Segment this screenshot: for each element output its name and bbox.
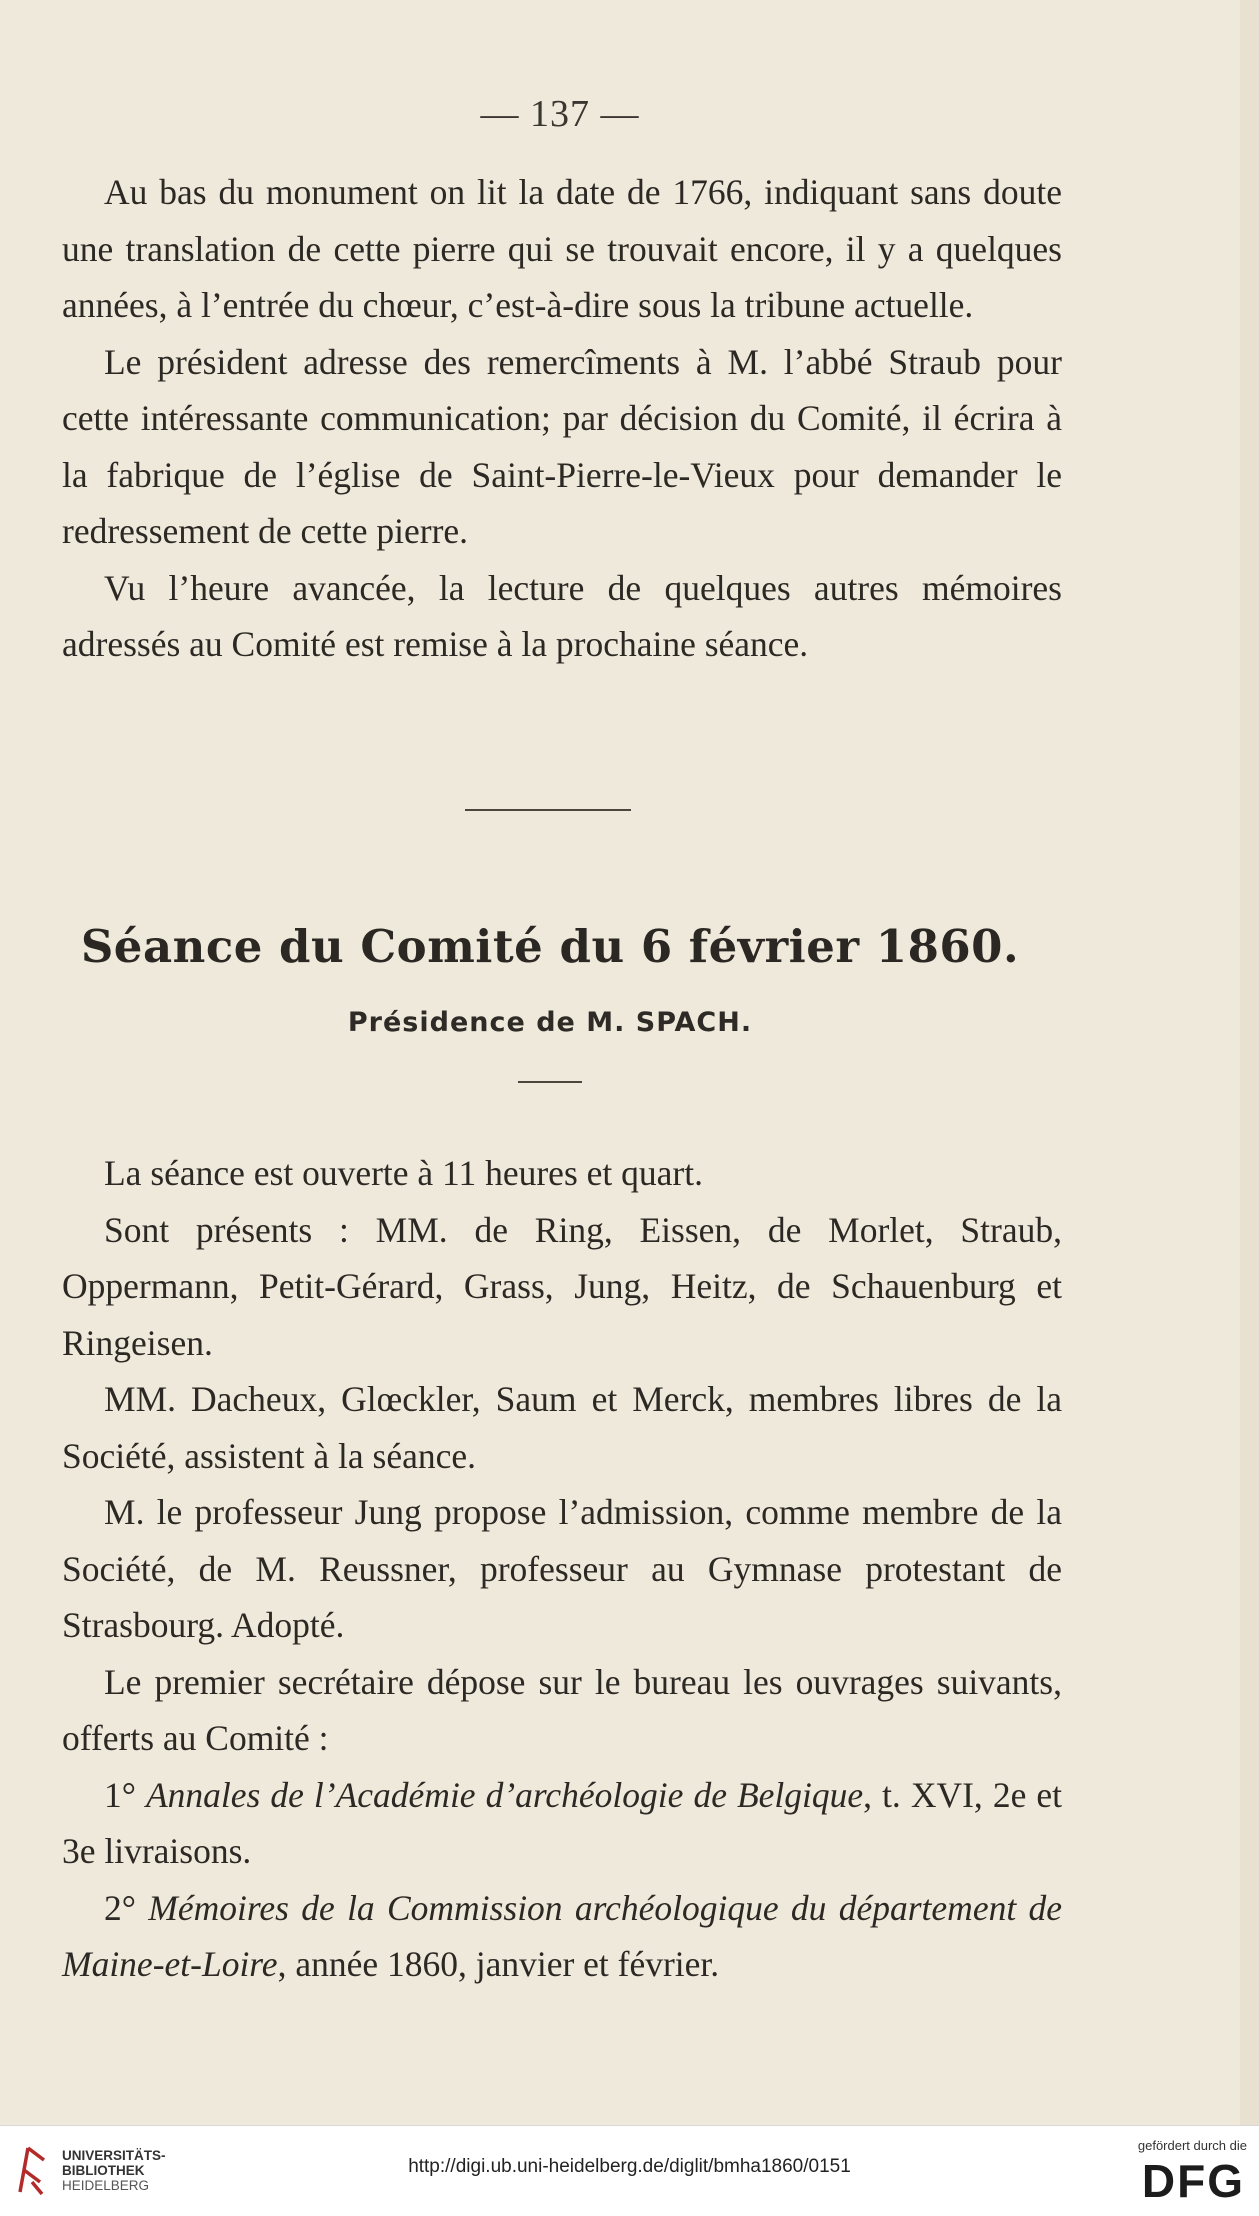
list-item-number: 1° xyxy=(104,1774,136,1815)
paragraph: Le premier secrétaire dépose sur le bureau les ouvrages suivants, offerts au Comité : xyxy=(62,1661,1062,1758)
paragraph: La séance est ouverte à 11 heures et quart. xyxy=(104,1153,703,1193)
library-name-line: UNIVERSITÄTS- xyxy=(62,2148,166,2163)
list-item xyxy=(62,1880,1062,1993)
paragraph: MM. Dacheux, Glœckler, Saum et Merck, membres libres de la Société, assistent à la séance. xyxy=(62,1379,1062,1476)
funding-note: gefördert durch die xyxy=(1137,2138,1247,2153)
text-block-bottom xyxy=(62,1145,1062,1993)
paragraph: M. le professeur Jung propose l’admission, comme membre de la Société, de M. Reussner, professeur au Gymnase protestant de Strasbourg. Adopté. xyxy=(62,1492,1062,1645)
library-name-line: BIBLIOTHEK xyxy=(62,2163,145,2178)
section-divider xyxy=(465,809,631,811)
page-number: — 137 — xyxy=(480,93,640,135)
permalink-url[interactable]: http://digi.ub.uni-heidelberg.de/diglit/bmha1860/0151 xyxy=(408,2156,851,2177)
paragraph: Vu l’heure avancée, la lecture de quelques autres mémoires adressés au Comité est remise à la prochaine séance. xyxy=(62,567,1062,664)
list-item-details: , t. XVI, 2e et 3e livraisons. xyxy=(62,1774,1062,1871)
paragraph: Au bas du monument on lit la date de 1766, indiquant sans doute une translation de cette pierre qui se trouvait encore, il y a quelques années, à l’entrée du chœur, c’est-à-dire sous la tribune actuelle. xyxy=(62,172,1062,325)
text-block-top xyxy=(62,164,1062,673)
list-item-title: Annales de l’Académie d’archéologie de Belgique xyxy=(145,1774,864,1815)
paragraph: Le président adresse des remercîments à M. l’abbé Straub pour cette intéressante communication; par décision du Comité, il écrira à la fabrique de l’église de Saint-Pierre-le-Vieux pour demander le redressement de cette pierre. xyxy=(62,341,1062,551)
dfg-logo: DFG xyxy=(1141,2155,1245,2207)
paragraph: Sont présents : MM. de Ring, Eissen, de Morlet, Straub, Oppermann, Petit-Gérard, Grass, Jung, Heitz, de Schauenburg et Ringeisen. xyxy=(62,1209,1062,1363)
heading-divider xyxy=(518,1081,582,1083)
section-heading: Séance du Comité du 6 février 1860. xyxy=(80,920,1020,973)
list-item xyxy=(62,1767,1062,1880)
section-subheading: Présidence de M. SPACH. xyxy=(347,1007,753,1038)
list-item-details: , année 1860, janvier et février. xyxy=(277,1944,720,1984)
viewer-footer xyxy=(0,2125,1259,2216)
list-item-title: Mémoires de la Commission archéologique du département de Maine-et-Loire xyxy=(62,1887,1063,1984)
library-name-line: HEIDELBERG xyxy=(62,2178,150,2193)
list-item-number: 2° xyxy=(104,1887,136,1928)
